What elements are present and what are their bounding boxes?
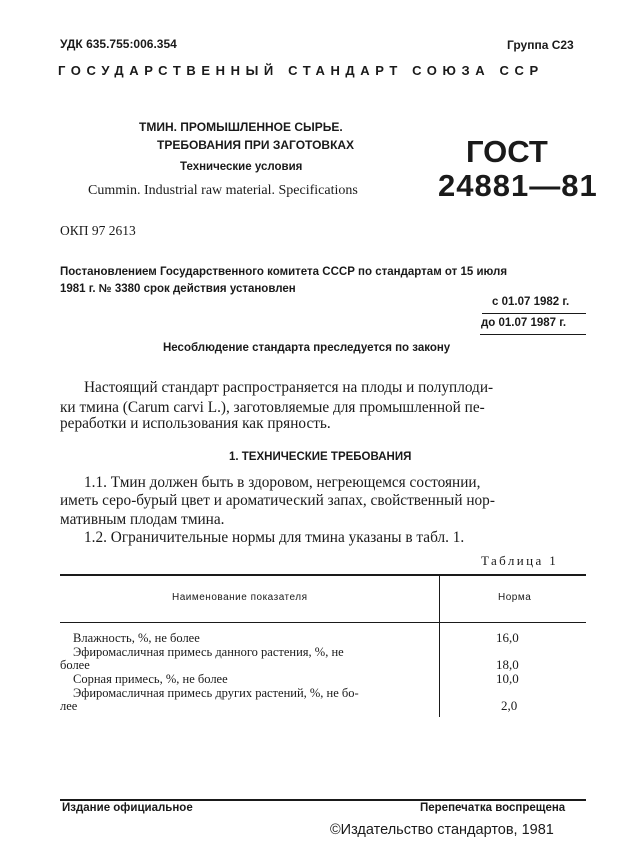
row-moisture-value: 16,0 <box>496 630 519 645</box>
udk-code: УДК 635.755:006.354 <box>60 37 177 51</box>
english-title: Cummin. Industrial raw material. Specifications <box>88 183 358 198</box>
intro-line-3: реработки и использования как пряность. <box>60 415 331 432</box>
gost-number: 24881—81 <box>438 168 598 203</box>
decree-line-1: Постановлением Государственного комитета СССР по стандартам от 15 июля <box>60 266 508 278</box>
clause-1-1-line-1: 1.1. Тмин должен быть в здоровом, негреющемся состоянии, <box>84 474 481 491</box>
clause-1-2: 1.2. Ограничительные нормы для тмина указаны в табл. 1. <box>84 529 465 546</box>
group-code: Группа С23 <box>507 38 574 52</box>
date-divider <box>482 313 586 314</box>
table-top-rule <box>60 574 586 576</box>
valid-to-date: до 01.07 1987 г. <box>481 317 567 329</box>
state-standard-banner: ГОСУДАРСТВЕННЫЙ СТАНДАРТ СОЮЗА ССР <box>58 63 544 78</box>
date-underline <box>480 334 586 335</box>
row-own-essential-oil-name-cont: более <box>60 658 90 672</box>
clause-1-1-line-3: мативным плодам тмина. <box>60 511 225 528</box>
column-header-norm: Норма <box>498 592 532 603</box>
row-other-essential-oil-name: Эфиромасличная примесь других растений, %, не бо- <box>73 686 359 700</box>
okp-code: ОКП 97 2613 <box>60 223 136 238</box>
row-moisture-name: Влажность, %, не более <box>73 631 200 645</box>
table-column-divider <box>439 575 440 717</box>
intro-line-1: Настоящий стандарт распространяется на плоды и полуплоди- <box>84 379 494 396</box>
gost-word: ГОСТ <box>466 134 548 169</box>
subtitle: Технические условия <box>180 161 303 173</box>
section-heading: 1. ТЕХНИЧЕСКИЕ ТРЕБОВАНИЯ <box>229 451 412 463</box>
reprint-prohibited-note: Перепечатка воспрещена <box>420 802 566 814</box>
title-line-1: ТМИН. ПРОМЫШЛЕННОЕ СЫРЬЕ. <box>139 120 343 134</box>
row-other-essential-oil-name-cont: лее <box>60 699 78 713</box>
table-label: Таблица 1 <box>481 553 559 568</box>
title-line-2: ТРЕБОВАНИЯ ПРИ ЗАГОТОВКАХ <box>157 138 355 152</box>
row-own-essential-oil-name: Эфиромасличная примесь данного растения, %, не <box>73 645 344 659</box>
column-header-name: Наименование показателя <box>172 592 308 603</box>
row-weed-admixture-name: Сорная примесь, %, не более <box>73 672 228 686</box>
table-header-rule <box>60 622 586 623</box>
decree-line-2: 1981 г. № 3380 срок действия установлен <box>60 283 296 295</box>
row-weed-admixture-value: 10,0 <box>496 671 519 686</box>
non-observance-notice: Несоблюдение стандарта преследуется по закону <box>163 342 451 354</box>
intro-line-2: ки тмина (Carum carvi L.), заготовляемые для промышленной пе- <box>60 399 485 416</box>
valid-from-date: с 01.07 1982 г. <box>492 296 570 308</box>
copyright-notice: ©Издательство стандартов, 1981 <box>330 822 554 838</box>
row-own-essential-oil-value: 18,0 <box>496 657 519 672</box>
official-edition-note: Издание официальное <box>62 802 193 814</box>
clause-1-1-line-2: иметь серо-бурый цвет и ароматический запах, свойственный нор- <box>60 492 495 509</box>
row-other-essential-oil-value: 2,0 <box>501 698 518 713</box>
footer-rule <box>60 799 586 801</box>
